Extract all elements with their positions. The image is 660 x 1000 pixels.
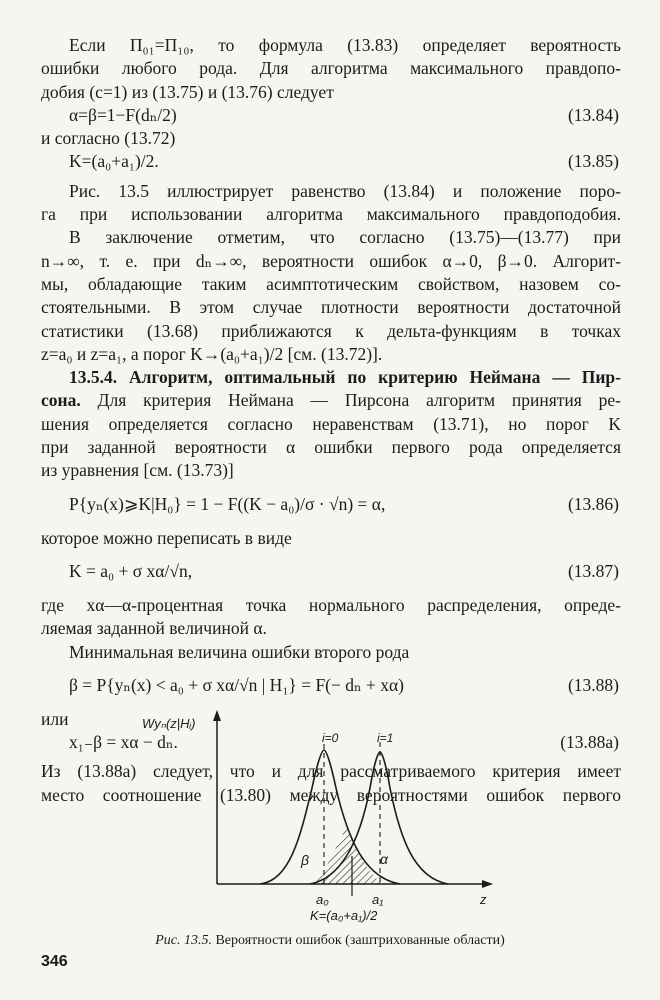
x-axis-arrow-icon: [482, 880, 493, 888]
text-line: место соотношение (13.80) между вероятностями ошибок первого: [41, 784, 621, 805]
text-line: из уравнения [см. (13.73)]: [41, 460, 234, 481]
equation-13-86: P{yₙ(x)⩾K|H₀} = 1 − F((K − a₀)/σ · √n) = α, (13.86): [69, 493, 619, 514]
text-line: Из (13.88а) следует, что и для рассматриваемого критерия имеет: [41, 761, 621, 782]
text-line: где xα—α-процентная точка нормального распределения, опреде-: [41, 594, 621, 615]
text-line: шения определяется согласно неравенствам (13.71), но порог K: [41, 413, 621, 434]
a1-tick-label: a₁: [372, 892, 384, 907]
section-heading-line: 13.5.4. Алгоритм, оптимальный по критерию Неймана — Пир-: [69, 367, 621, 388]
text-line: га при использовании алгоритма максимального правдоподобия.: [41, 204, 621, 225]
equation-13-84: α=β=1−F(dₙ/2) (13.84): [69, 104, 619, 125]
text-line: n→∞, т. е. при dₙ→∞, вероятности ошибок α→0, β→0. Алгорит-: [41, 250, 621, 271]
text-line: или: [41, 708, 69, 729]
equation-13-88: β = P{yₙ(x) < a₀ + σ xα/√n | H₁} = F(− dₙ + xα) (13.88): [69, 675, 619, 696]
x-axis-label: z: [480, 892, 487, 907]
curve-label-i1: i=1: [377, 731, 394, 745]
text-line: мы, обладающие таким асимптотическим свойством, назовем со-: [41, 273, 621, 294]
equation-13-88a: x₁₋β = xα − dₙ. (13.88а): [69, 732, 619, 753]
y-axis-label: Wyₙ(z|Hᵢ): [142, 716, 196, 731]
alpha-label: α: [380, 851, 388, 867]
y-axis-arrow-icon: [213, 710, 221, 721]
text-line: В заключение отметим, что согласно (13.75)—(13.77) при: [69, 227, 621, 248]
page-body: [41, 34, 621, 807]
figure-error-probabilities: [142, 708, 500, 928]
threshold-label: K=(a₀+a₁)/2: [310, 908, 378, 923]
text-line: ошибки любого рода. Для алгоритма максимального правдопо-: [41, 58, 621, 79]
text-line: которое можно переписать в виде: [41, 527, 292, 548]
text-line: Рис. 13.5 иллюстрирует равенство (13.84) и положение поро-: [69, 180, 621, 201]
text-line: z=a₀ и z=a₁, а порог K→(a₀+a₁)/2 [см. (13.72)].: [41, 343, 383, 364]
text-line: при заданной вероятности α ошибки первого рода определяется: [41, 437, 621, 458]
text-line: статистики (13.68) приближаются к дельта-функциям в точках: [41, 320, 621, 341]
figure-caption: Рис. 13.5. Вероятности ошибок (заштрихованные области): [155, 933, 505, 948]
a0-tick-label: a₀: [316, 892, 329, 907]
beta-label: β: [301, 852, 309, 868]
text-line: стоятельными. В этом случае плотности вероятности достаточной: [41, 297, 621, 318]
equation-13-85: K=(a₀+a₁)/2. (13.85): [69, 151, 619, 172]
text-line: добия (c=1) из (13.75) и (13.76) следует: [41, 81, 334, 102]
text-line: сона. Для критерия Неймана — Пирсона алгоритм принятия ре-: [41, 390, 621, 411]
text-line: Минимальная величина ошибки второго рода: [69, 641, 410, 662]
page-number: 346: [41, 953, 68, 970]
text-line: Если П₀₁=П₁₀, то формула (13.83) определяет вероятность: [69, 35, 621, 55]
equation-13-87: K = a₀ + σ xα/√n, (13.87): [69, 561, 619, 582]
text-line: и согласно (13.72): [41, 128, 176, 149]
text-line: ляемая заданной величиной α.: [41, 618, 267, 639]
curve-label-i0: i=0: [322, 731, 339, 745]
